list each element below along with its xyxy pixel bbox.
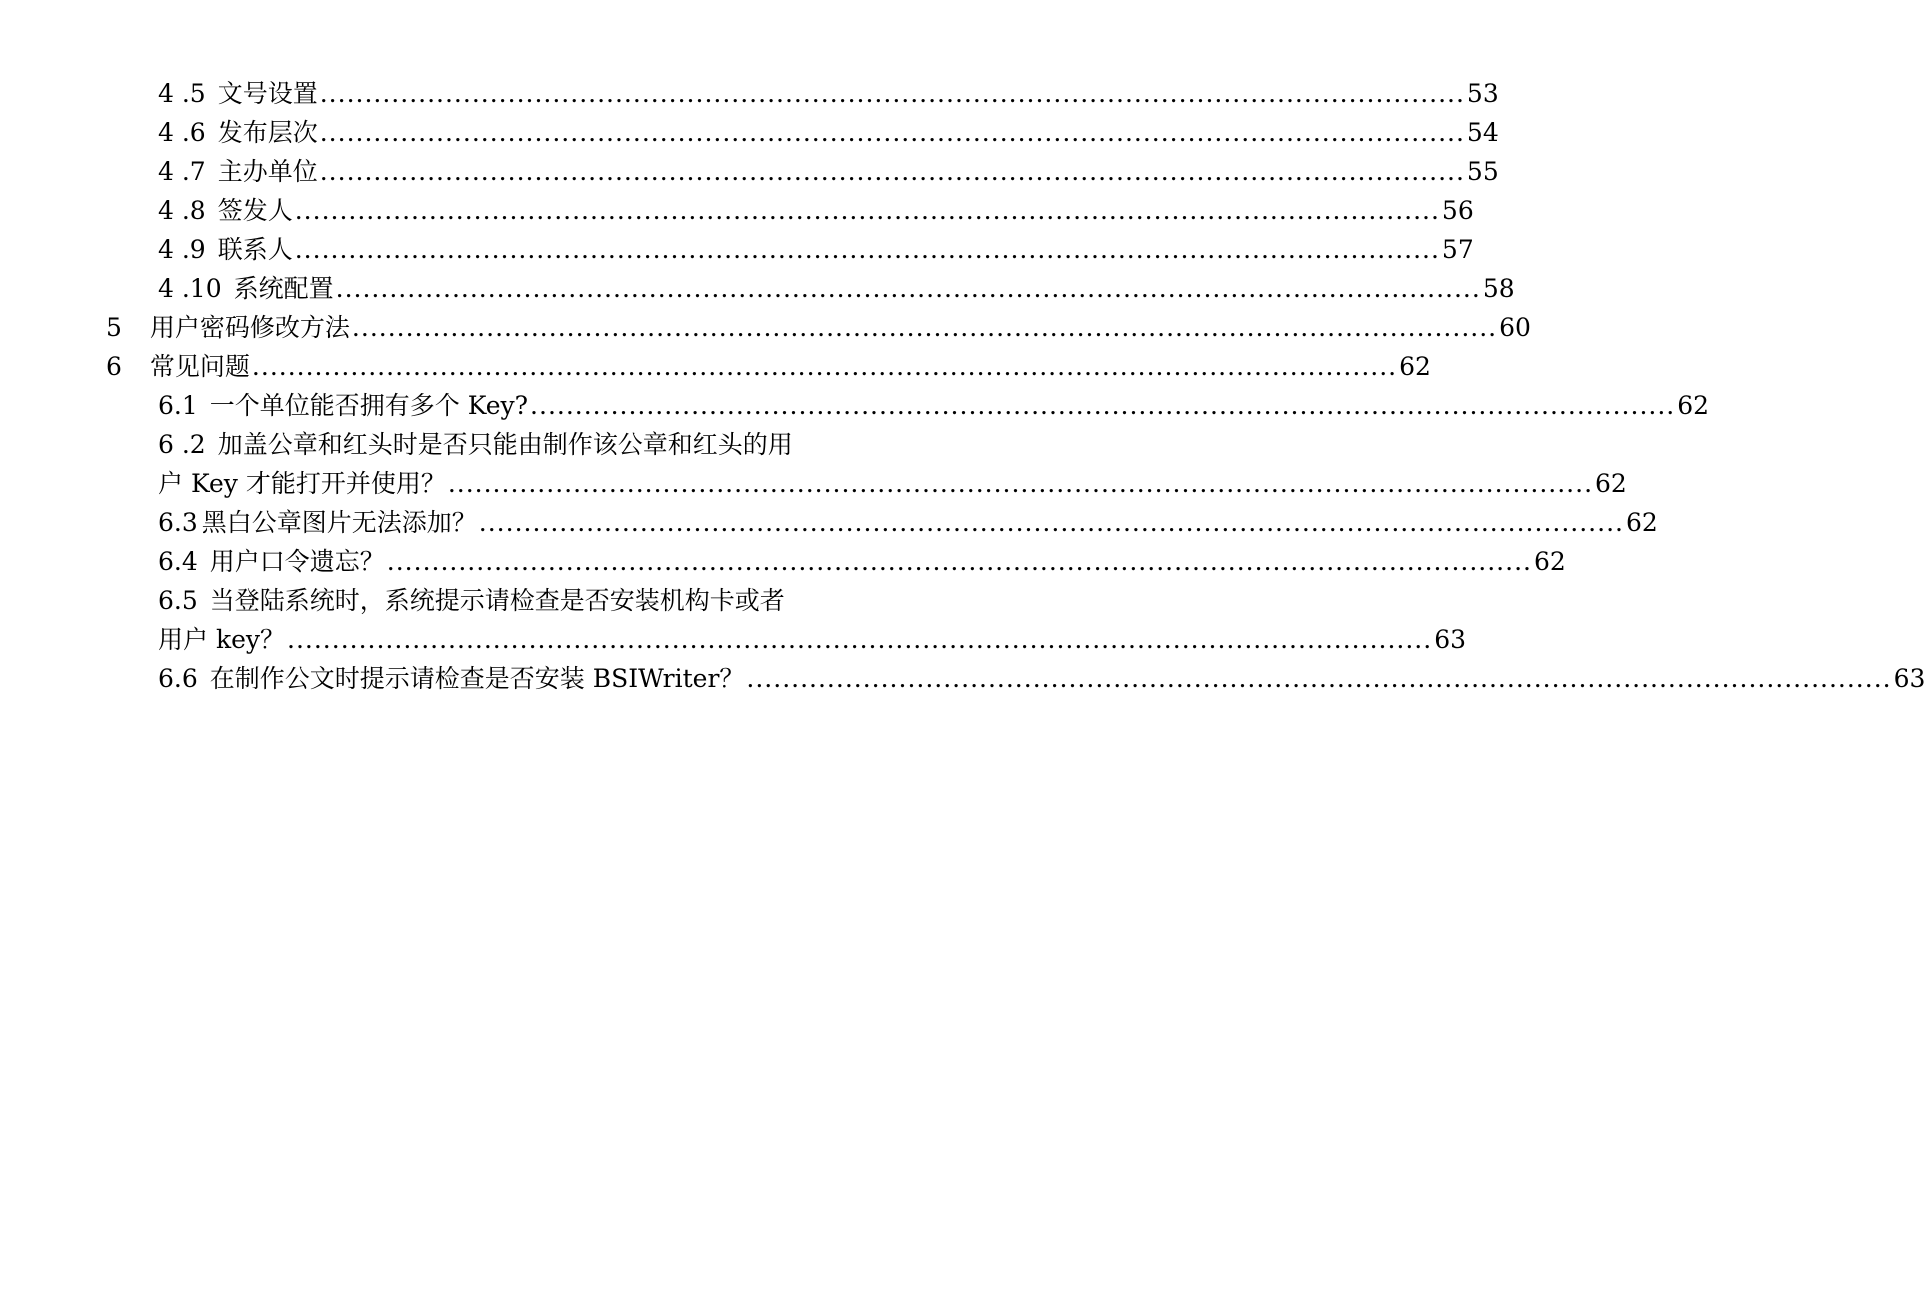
toc-entry-6-1[interactable] [158, 382, 1710, 421]
toc-entry-5[interactable] [106, 304, 1531, 343]
toc-title: 一个单位能否拥有多个 Key? [209, 391, 529, 420]
toc-page-number: 60 [1499, 313, 1531, 342]
toc-entry-6-5-line2[interactable] [158, 616, 1467, 655]
toc-number: 5 [106, 313, 122, 342]
dot-leader: ................................................................................................................................ [447, 469, 1594, 498]
toc-entry-4-10[interactable] [158, 265, 1515, 304]
toc-page-number: 56 [1441, 196, 1474, 225]
toc-number: 6.6 [158, 664, 198, 693]
toc-title: 加盖公章和红头时是否只能由制作该公章和红头的用 [217, 430, 793, 459]
dot-leader: ................................................................................................................................ [386, 547, 1532, 576]
dot-leader: ................................................................................................................................ [319, 79, 1465, 108]
dot-leader: ................................................................................................................................ [530, 391, 1676, 420]
toc-number: 4 .8 [158, 196, 206, 225]
toc-number: 6.5 [158, 586, 198, 615]
dot-leader: ................................................................................................................................ [294, 196, 1440, 225]
toc-page-number: 63 [1893, 664, 1925, 693]
toc-entry-6-2-line1[interactable] [158, 421, 812, 460]
toc-entry-6-4[interactable] [158, 538, 1566, 577]
dot-leader: ................................................................................................................................ [335, 274, 1481, 303]
toc-title: 在制作公文时提示请检查是否安装 BSIWriter？ [209, 664, 745, 693]
dot-leader: ................................................................................................................................ [319, 157, 1465, 186]
toc-page-number: 62 [1399, 352, 1431, 381]
toc-entry-4-8[interactable] [158, 187, 1474, 226]
toc-page-number: 57 [1441, 235, 1474, 264]
toc-page-number: 54 [1466, 118, 1499, 147]
toc-entry-6-6[interactable] [158, 655, 1925, 694]
toc-number: 4 .9 [158, 235, 206, 264]
toc-title-continued: 户 Key 才能打开并使用？ [158, 469, 446, 498]
toc-number: 4 .6 [158, 118, 206, 147]
toc-number: 6 .2 [158, 430, 206, 459]
toc-title: 系统配置 [233, 274, 334, 303]
toc-number: 4 .7 [158, 157, 206, 186]
toc-title: 当登陆系统时，系统提示请检查是否安装机构卡或者 [209, 586, 785, 615]
toc-number: 6 [106, 352, 122, 381]
toc-title: 黑白公章图片无法添加？ [201, 508, 477, 537]
toc-entry-4-7[interactable] [158, 148, 1499, 187]
toc-entry-6-5-line1[interactable] [158, 577, 812, 616]
toc-page-number: 58 [1482, 274, 1515, 303]
toc-number: 6.4 [158, 547, 198, 576]
toc-number: 4 .5 [158, 79, 206, 108]
toc-entry-4-5[interactable] [158, 70, 1499, 109]
toc-title: 用户口令遗忘？ [209, 547, 385, 576]
toc-number: 4 .10 [158, 274, 222, 303]
toc-page-number: 62 [1677, 391, 1710, 420]
dot-leader: ................................................................................................................................ [294, 235, 1440, 264]
toc-title: 主办单位 [217, 157, 318, 186]
dot-leader: ................................................................................................................................ [319, 118, 1465, 147]
dot-leader: ................................................................................................................................ [351, 313, 1498, 342]
toc-title: 签发人 [217, 196, 293, 225]
toc-page-number: 53 [1466, 79, 1499, 108]
dot-leader: ................................................................................................................................ [746, 664, 1892, 693]
toc-page-number: 62 [1625, 508, 1658, 537]
toc-number: 6.3 [158, 508, 198, 537]
toc-entry-6-2-line2[interactable] [158, 460, 1627, 499]
toc-title: 常见问题 [149, 352, 250, 381]
toc-title: 发布层次 [217, 118, 318, 147]
toc-entry-4-6[interactable] [158, 109, 1499, 148]
toc-title: 文号设置 [217, 79, 318, 108]
toc-title-continued: 用户 key？ [158, 625, 286, 654]
toc-entry-6[interactable] [106, 343, 1431, 382]
toc-title: 用户密码修改方法 [149, 313, 350, 342]
dot-leader: ................................................................................................................................ [478, 508, 1624, 537]
toc-entry-4-9[interactable] [158, 226, 1474, 265]
toc-title: 联系人 [217, 235, 293, 264]
toc-page-number: 62 [1595, 469, 1627, 498]
toc-page-number: 63 [1434, 625, 1467, 654]
dot-leader: ................................................................................................................................ [251, 352, 1398, 381]
toc-entry-6-3[interactable] [158, 499, 1658, 538]
dot-leader: ................................................................................................................................ [287, 625, 1433, 654]
toc-page-number: 55 [1466, 157, 1499, 186]
toc-number: 6.1 [158, 391, 198, 420]
toc-page-number: 62 [1533, 547, 1566, 576]
